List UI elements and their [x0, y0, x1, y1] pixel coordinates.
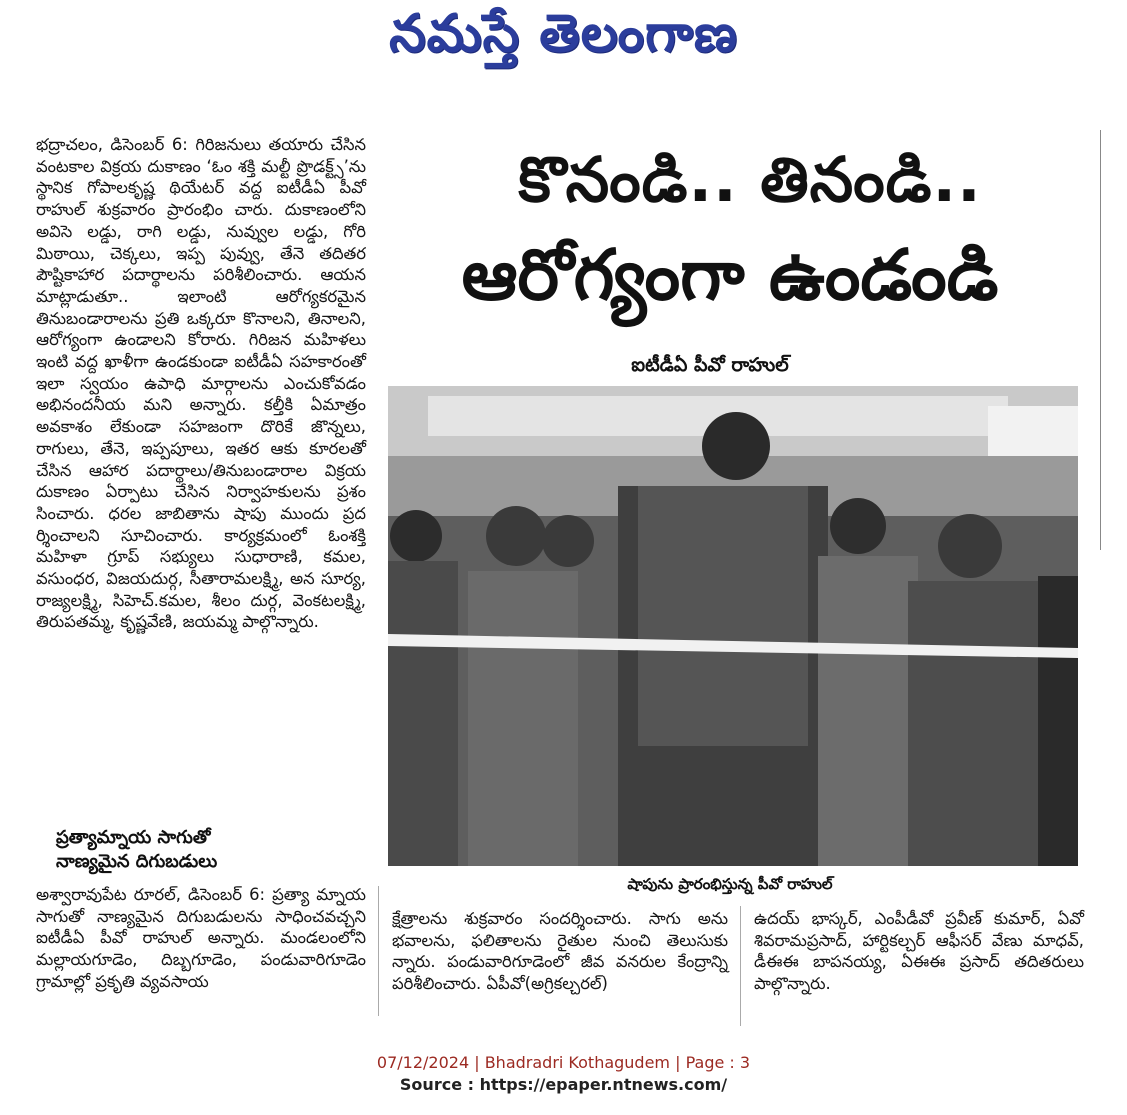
masthead: [0, 0, 1127, 88]
second-article-col-2: క్షేత్రాలను శుక్రవారం సందర్శించారు. సాగు అను భవాలను, ఫలితాలను రైతుల నుంచి తెలుసుకు న్నారు. పండువారిగూడెంలో జీవ వనరుల కేంద్రాన్ని పరిశీలించారు. ఏపీవో(అగ్రికల్చరల్): [392, 909, 728, 994]
page-footer: [0, 1052, 1127, 1096]
photo-caption: షాపును ప్రారంభిస్తున్న పీవో రాహుల్: [627, 875, 833, 893]
headline-line-2: ఆరోగ్యంగా ఉండండి: [461, 234, 999, 316]
column-divider: [740, 906, 741, 1026]
headline-line-1: కొనండి.. తినండి..: [518, 143, 982, 216]
source-link[interactable]: Source : https://epaper.ntnews.com/: [399, 1075, 728, 1094]
article-photo: [388, 386, 1078, 866]
newspaper-logo: నమస్తే తెలంగాణ: [389, 4, 738, 64]
column-divider: [378, 886, 379, 1016]
subhead-line-1: ప్రత్యామ్నాయ సాగుతో: [56, 827, 211, 848]
second-article-col-1: అశ్వారావుపేట రూరల్, డిసెంబర్ 6: ప్రత్యా మ్నాయ సాగుతో నాణ్యమైన దిగుబడులను సాధించవచ్చని ఐటీడీఏ పీవో రాహుల్ అన్నారు. మండలంలోని మల్లాయగూడెం, దిబ్బగూడెం, పండువారిగూడెం గ్రామాల్లో ప్రకృతి వ్యవసాయ: [36, 885, 366, 991]
photo-illustration: [388, 386, 1078, 866]
article-body-left: భద్రాచలం, డిసెంబర్ 6: గిరిజనులు తయారు చేసిన వంటకాల విక్రయ దుకాణం ‘ఓం శక్తి మల్టీ ప్రొడక్ట్స్’ను స్థానిక గోపాలకృష్ణ థియేటర్ వద్ద ఐటీడీఏ పీవో రాహుల్ శుక్రవారం ప్రారంభిం చారు. దుకాణంలోని అవిసె లడ్డు, రాగి లడ్డు, నువ్వుల లడ్డు, గోరి మిఠాయి, చెక్కలు, ఇప్ప పువ్వు, తేనె తదితర పౌష్టికాహార పదార్థాలను పరిశీలించారు. ఆయన మాట్లాడుతూ.. ఇలాంటి ఆరోగ్యకరమైన తినుబండారాలను ప్రతి ఒక్కరూ కొనాలని, తినాలని, ఆరోగ్యంగా ఉండాలని కోరారు. గిరిజన మహిళలు ఇంటి వద్ద ఖాళీగా ఉండకుండా ఐటీడీఏ సహకారంతో ఇలా స్వయం ఉపాధి మార్గాలను ఎంచుకోవడం అభినందనీయ మని అన్నారు. కల్తీకి ఏమాత్రం అవకాశం లేకుండా సహజంగా దొరికే జొన్నలు, రాగులు, తేనె, ఇప్పపూలు, ఇతర ఆకు కూరలతో చేసిన ఆహార పదార్థాలు/తినుబండారాల విక్రయ దుకాణం ఏర్పాటు చేసిన నిర్వాహకులను ప్రశం సించారు. ధరల జాబితాను షాపు ముందు ప్రద ర్శించాలని సూచించారు. కార్యక్రమంలో ఓంశక్తి మహిళా గ్రూప్ సభ్యులు సుధారాణి, కమల, వసుంధర, విజయదుర్గ, సీతారామలక్ష్మి, అన సూర్య, రాజ్యలక్ష్మి, సిహెచ్.కమల, శీలం దుర్గ, వెంకటలక్ష్మి, తిరుపతమ్మ, కృష్ణవేణి, జయమ్మ పాల్గొన్నారు.: [36, 135, 366, 632]
second-article-col-3: ఉదయ్ భాస్కర్, ఎంపీడీవో ప్రవీణ్ కుమార్, ఏవో శివరామప్రసాద్, హార్టికల్చర్ ఆఫీసర్ వేణు మాధవ్, డీఈఈ బాపనయ్య, ఏఈఈ ప్రసాద్ తదితరులు పాల్గొన్నారు.: [754, 909, 1084, 994]
article-byline: ఐటీడీఏ పీవో రాహుల్: [631, 354, 789, 376]
edition-info: 07/12/2024 | Bhadradri Kothagudem | Page : 3: [376, 1053, 751, 1072]
adjacent-page-edge: [1100, 130, 1127, 550]
second-article-subhead: [56, 826, 356, 874]
subhead-line-2: నాణ్యమైన దిగుబడులు: [56, 851, 218, 872]
